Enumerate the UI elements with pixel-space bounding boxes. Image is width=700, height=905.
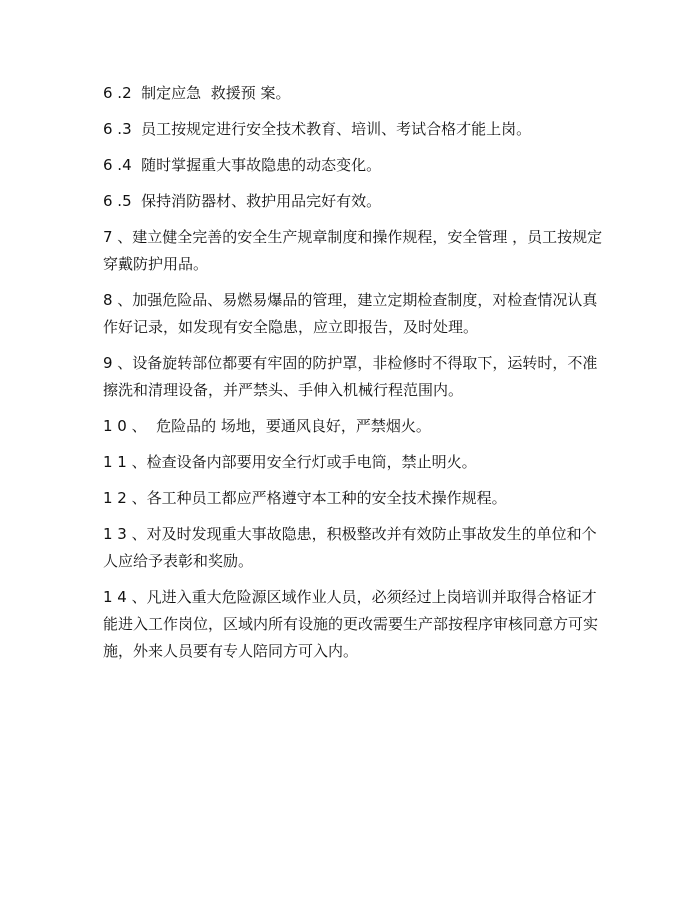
paragraph-10: 1 0 、 危险品的 场地，要通风良好，严禁烟火。 [103, 417, 431, 435]
document-body [103, 80, 608, 674]
paragraph-9: 9 、设备旋转部位都要有牢固的防护罩，非检修时不得取下，运转时，不准擦洗和清理设备，并严禁头、手伸入机械行程范围内。 [103, 354, 598, 399]
paragraph-6-3: 6 .3 员工按规定进行安全技术教育、培训、考试合格才能上岗。 [103, 120, 532, 138]
paragraph-6-4: 6 .4 随时掌握重大事故隐患的动态变化。 [103, 156, 382, 174]
paragraph-13: 1 3 、对及时发现重大事故隐患，积极整改并有效防止事故发生的单位和个人应给予表彰和奖励。 [103, 525, 597, 570]
paragraph-7: 7 、建立健全完善的安全生产规章制度和操作规程，安全管理 ，员工按规定穿戴防护用品。 [103, 228, 603, 273]
paragraph-11: 1 1 、检查设备内部要用安全行灯或手电筒，禁止明火。 [103, 453, 477, 471]
paragraph-6-5: 6 .5 保持消防器材、救护用品完好有效。 [103, 192, 382, 210]
paragraph-8: 8 、加强危险品、易燃易爆品的管理，建立定期检查制度，对检查情况认真作好记录，如发现有安全隐患，应立即报告，及时处理。 [103, 291, 598, 336]
paragraph-12: 1 2 、各工种员工都应严格遵守本工种的安全技术操作规程。 [103, 489, 507, 507]
paragraph-6-2: 6 .2 制定应急 救援预 案。 [103, 84, 291, 102]
paragraph-14: 1 4 、凡进入重大危险源区域作业人员，必须经过上岗培训并取得合格证才能进入工作岗位，区域内所有设施的更改需要生产部按程序审核同意方可实施，外来人员要有专人陪同方可入内。 [103, 588, 599, 660]
